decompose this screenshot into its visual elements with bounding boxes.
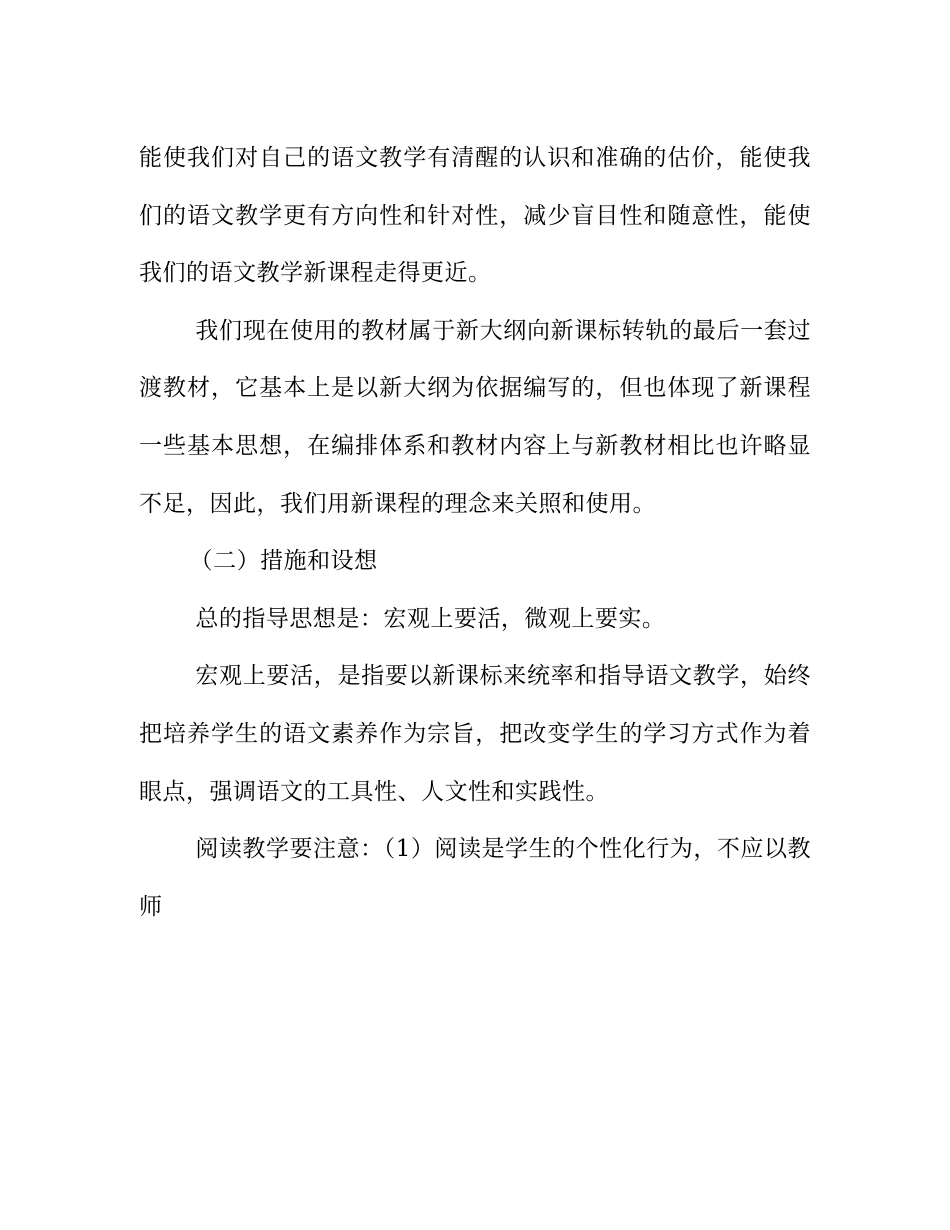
paragraph-reading: 阅读教学要注意：（1）阅读是学生的个性化行为，不应以教师 (139, 836, 811, 920)
paragraph-guiding-idea: 总的指导思想是：宏观上要活，微观上要实。 (195, 605, 666, 632)
section-heading: （二）措施和设想 (189, 548, 378, 575)
document-body (139, 130, 811, 936)
paragraph-macro: 宏观上要活，是指要以新课标来统率和指导语文教学，始终把培养学生的语文素养作为宗旨，把改变学生的学习方式作为着眼点，强调语文的工具性、人文性和实践性。 (139, 663, 811, 805)
paragraph-textbook: 我们现在使用的教材属于新大纲向新课标转轨的最后一套过渡教材，它基本上是以新大纲为依据编写的，但也体现了新课程一些基本思想，在编排体系和教材内容上与新教材相比也许略显不足，因此，我们用新课程的理念来关照和使用。 (139, 317, 811, 517)
paragraph-continuation: 能使我们对自己的语文教学有清醒的认识和准确的估价，能使我们的语文教学更有方向性和针对性，减少盲目性和随意性，能使我们的语文教学新课程走得更近。 (139, 145, 811, 287)
